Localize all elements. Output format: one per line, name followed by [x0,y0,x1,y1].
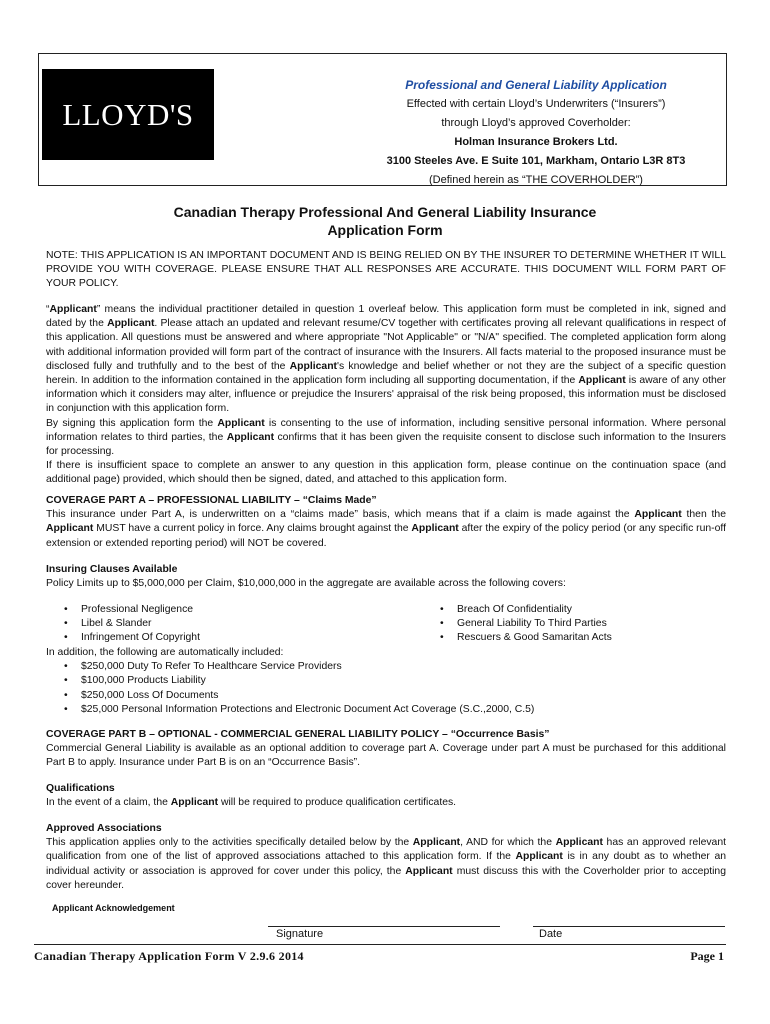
part-a-heading: COVERAGE PART A – PROFESSIONAL LIABILITY – “Claims Made” [46,495,377,506]
part-a-text: This insurance under Part A, is underwritten on a “claims made” basis, which means that if a claim is made against the Applicant then the Applicant MUST have a current policy in force. Any claims brought against the Applicant after the expiry of the policy period (or any specific run-off extension or extended reporting period) will NOT be covered. [46,509,727,549]
intro-p1: “Applicant” means the individual practitioner detailed in question 1 overleaf below. This application form must be completed in ink, signed and dated by the Applicant. Please attach an updated and relevant resume/CV together with certificates proving all relevant qualifications in respect of this application. All questions must be answered and where appropriate "Not Applicable" or "N/A" specified. The completed application form along with additional information provided will form part of the contract of insurance with the Insurers. All facts material to the proposed insurance must be disclosed fully and truthfully and to the best of the Applicant's knowledge and belief whether or not they are the subject of a specific question herein. In addition to the information contained in the application form including all supporting documentation, if the Applicant is aware of any other information which it considers may alter, influence or prejudice the Insurers' appraisal of the risk being proposed, this information must be disclosed in conjunction with this application form. [46,304,726,415]
page-title: Canadian Therapy Professional And General Liability Insurance [173,204,597,220]
lloyds-logo [42,69,214,160]
associations-text: This application applies only to the activities specifically detailed below by the Applicant, AND for which the Applicant has an approved relevant qualification from one of the list of approved associations attached to this application form. If the Applicant is in any doubt as to whether an individual activity or association is approved for cover under this policy, the Applicant must discuss this with the Coverholder prior to accepting cover hereunder. [46,837,726,891]
footer-divider [34,944,726,945]
list-item: • $25,000 Personal Information Protections and Electronic Document Act Coverage (S.C.,2000, C.5) [46,703,726,717]
cover-list-right [422,603,722,646]
auto-included-section [46,646,726,717]
intro-paragraphs [46,303,726,488]
header-company: Holman Insurance Brokers Ltd. [454,136,618,148]
list-item: • $250,000 Duty To Refer To Healthcare Service Providers [46,660,726,674]
date-label: Date [539,928,563,940]
header-line1: Effected with certain Lloyd’s Underwriters (“Insurers”) [406,98,666,110]
insuring-heading: Insuring Clauses Available [46,564,178,575]
qualifications-section [46,782,726,810]
list-item: • Breach Of Confidentiality [422,603,722,617]
header-defined: (Defined herein as “THE COVERHOLDER”) [429,174,643,186]
insuring-text: Policy Limits up to $5,000,000 per Claim, $10,000,000 in the aggregate are available across the following covers: [46,578,566,590]
qualifications-heading: Qualifications [46,783,115,794]
cover-list-left [46,603,386,646]
list-item: • Libel & Slander [46,617,386,631]
part-b-section [46,728,726,771]
footer-form-version: Canadian Therapy Application Form V 2.9.6 2014 [34,949,304,963]
signature-field[interactable] [268,926,500,927]
list-item: • General Liability To Third Parties [422,617,722,631]
intro-p2: By signing this application form the Applicant is consenting to the use of information, including sensitive personal information. Where personal information relates to third parties, the Applicant confirms that it has been given the requisite consent to disclose such information to the Insurers for processing. [46,417,727,458]
note-paragraph [46,249,726,292]
qualifications-text: In the event of a claim, the Applicant will be required to produce qualification certificates. [46,797,457,809]
intro-p3: If there is insufficient space to complete an answer to any question in this application form, please continue on the continuation space (and additional page) provided, which should then be signed, dated, and attached to this application form. [46,460,726,486]
part-b-heading: COVERAGE PART B – OPTIONAL - COMMERCIAL GENERAL LIABILITY POLICY – “Occurrence Basis” [46,729,550,740]
associations-heading: Approved Associations [46,823,162,834]
list-item: • Rescuers & Good Samaritan Acts [422,631,722,645]
date-field[interactable] [533,926,725,927]
header-text [336,76,736,190]
insuring-section [46,563,726,591]
list-item: • Infringement Of Copyright [46,631,386,645]
part-b-text: Commercial General Liability is available as an optional addition to coverage part A. Coverage under part A must be purchased for this additional Part B to apply. Insurance under Part B is on an “Occurrence Basis”. [46,743,726,769]
page-subtitle: Application Form [327,222,443,238]
acknowledgement-label: Applicant Acknowledgement [52,903,175,913]
part-a-section [46,494,726,551]
header-address: 3100 Steeles Ave. E Suite 101, Markham, Ontario L3R 8T3 [386,155,686,167]
note-text: NOTE: THIS APPLICATION IS AN IMPORTANT DOCUMENT AND IS BEING RELIED ON BY THE INSURER TO DETERMINE WHETHER IT WILL PROVIDE YOU WITH COVERAGE. PLEASE ENSURE THAT ALL RESPONSES ARE ACCURATE. THIS DOCUMENT WILL FORM PART OF YOUR POLICY. [46,250,726,290]
logo-text: LLOYD'S [62,96,194,132]
list-item: • Professional Negligence [46,603,386,617]
header-line2: through Lloyd’s approved Coverholder: [441,117,631,129]
footer-page-number: Page 1 [690,949,724,963]
list-item: • $250,000 Loss Of Documents [46,689,726,703]
signature-label: Signature [276,928,324,940]
list-item: • $100,000 Products Liability [46,674,726,688]
associations-section [46,822,726,893]
addition-text: In addition, the following are automatically included: [46,647,284,658]
header-title: Professional and General Liability Application [405,78,667,92]
